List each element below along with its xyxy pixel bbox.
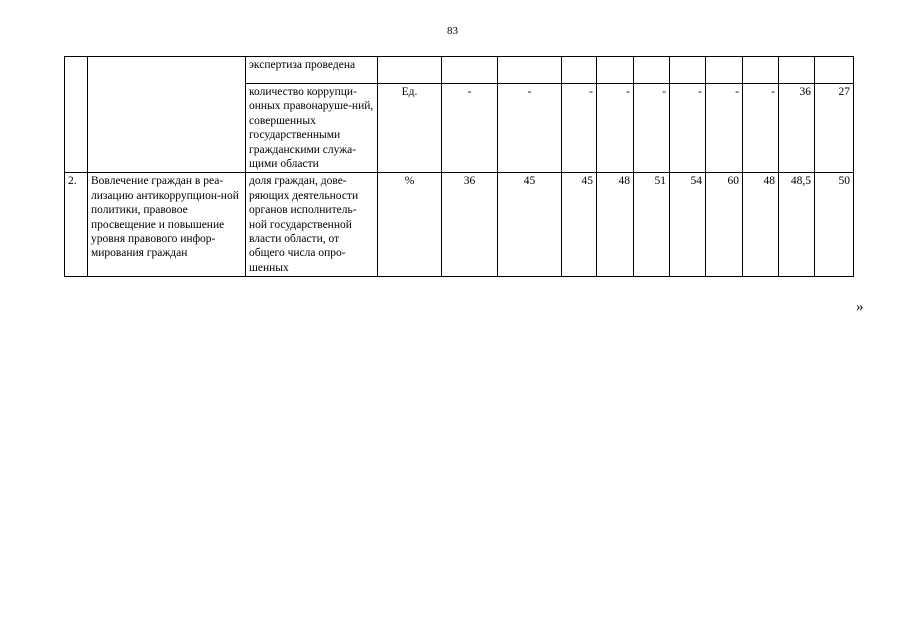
value-cell: - xyxy=(743,84,779,173)
value-cell: 48,5 xyxy=(779,173,815,277)
table-row xyxy=(65,57,854,84)
row-number-cell: 2. xyxy=(65,173,88,277)
value-cell: 48 xyxy=(743,173,779,277)
value-cell: 48 xyxy=(597,173,634,277)
value-cell xyxy=(670,57,706,84)
row-number-cell xyxy=(65,57,88,173)
value-cell: - xyxy=(706,84,743,173)
value-cell: - xyxy=(597,84,634,173)
page-number: 83 xyxy=(447,25,458,37)
value-cell: 27 xyxy=(815,84,854,173)
value-cell xyxy=(498,57,562,84)
value-cell xyxy=(442,57,498,84)
value-cell: - xyxy=(498,84,562,173)
unit-cell: % xyxy=(378,173,442,277)
value-cell xyxy=(562,57,597,84)
value-cell: - xyxy=(634,84,670,173)
value-cell: 45 xyxy=(498,173,562,277)
value-cell: 36 xyxy=(779,84,815,173)
value-cell: 36 xyxy=(442,173,498,277)
unit-cell: Ед. xyxy=(378,84,442,173)
value-cell: 54 xyxy=(670,173,706,277)
table-row xyxy=(65,173,854,277)
value-cell xyxy=(779,57,815,84)
indicator-cell: экспертиза проведена xyxy=(246,57,378,84)
value-cell: 45 xyxy=(562,173,597,277)
indicator-cell: количество коррупци-онных правонаруше-ний, совершенных государственными гражданскими служа-щими области xyxy=(246,84,378,173)
value-cell: 50 xyxy=(815,173,854,277)
value-cell: - xyxy=(442,84,498,173)
indicators-table xyxy=(64,56,854,277)
value-cell xyxy=(597,57,634,84)
measure-name-cell xyxy=(88,57,246,173)
closing-quote-mark: » xyxy=(856,299,864,315)
measure-name-cell: Вовлечение граждан в реа-лизацию антикоррупцион-ной политики, правовое просвещение и повышение уровня правового инфор-мирования граждан xyxy=(88,173,246,277)
value-cell xyxy=(743,57,779,84)
value-cell: - xyxy=(670,84,706,173)
value-cell xyxy=(634,57,670,84)
value-cell xyxy=(706,57,743,84)
unit-cell xyxy=(378,57,442,84)
indicator-cell: доля граждан, дове-ряющих деятельности органов исполнитель-ной государственной власти области, от общего числа опро-шенных xyxy=(246,173,378,277)
value-cell: - xyxy=(562,84,597,173)
value-cell: 60 xyxy=(706,173,743,277)
value-cell xyxy=(815,57,854,84)
value-cell: 51 xyxy=(634,173,670,277)
